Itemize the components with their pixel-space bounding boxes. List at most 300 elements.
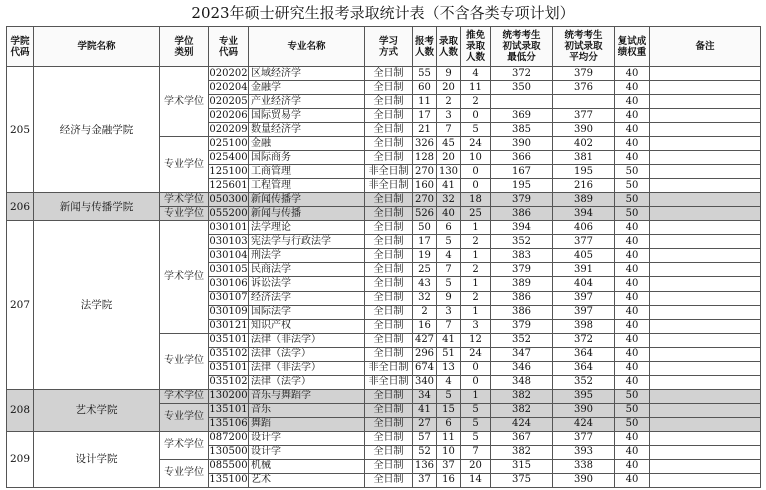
min-score-cell: 372 bbox=[491, 67, 553, 81]
applicants-cell: 55 bbox=[413, 67, 437, 81]
min-score-cell bbox=[491, 95, 553, 109]
avg-score-cell: 389 bbox=[553, 193, 615, 207]
major-name-cell: 法律（法学） bbox=[249, 375, 365, 389]
avg-score-cell: 394 bbox=[553, 207, 615, 221]
remarks-cell bbox=[650, 347, 761, 361]
study-mode-cell: 全日制 bbox=[365, 207, 413, 221]
exempt-admitted-cell: 14 bbox=[461, 473, 491, 487]
header-degree-type: 学位 类别 bbox=[160, 27, 209, 67]
avg-score-cell: 364 bbox=[553, 361, 615, 375]
major-code-cell: 020205 bbox=[209, 95, 249, 109]
applicants-cell: 41 bbox=[413, 403, 437, 417]
remarks-cell bbox=[650, 165, 761, 179]
remarks-cell bbox=[650, 473, 761, 487]
applicants-cell: 326 bbox=[413, 137, 437, 151]
remarks-cell bbox=[650, 81, 761, 95]
avg-score-cell: 377 bbox=[553, 235, 615, 249]
study-mode-cell: 全日制 bbox=[365, 193, 413, 207]
applicants-cell: 17 bbox=[413, 235, 437, 249]
avg-score-cell: 379 bbox=[553, 67, 615, 81]
avg-score-cell: 397 bbox=[553, 305, 615, 319]
retest-weight-cell: 50 bbox=[615, 403, 650, 417]
min-score-cell: 347 bbox=[491, 347, 553, 361]
study-mode-cell: 全日制 bbox=[365, 249, 413, 263]
exempt-admitted-cell: 2 bbox=[461, 95, 491, 109]
min-score-cell: 424 bbox=[491, 417, 553, 431]
admitted-cell: 4 bbox=[437, 249, 461, 263]
retest-weight-cell: 40 bbox=[615, 333, 650, 347]
table-row bbox=[7, 193, 761, 207]
retest-weight-cell: 40 bbox=[615, 319, 650, 333]
table-row bbox=[7, 431, 761, 445]
admitted-cell: 40 bbox=[437, 207, 461, 221]
major-name-cell: 新闻与传播 bbox=[249, 207, 365, 221]
avg-score-cell: 390 bbox=[553, 123, 615, 137]
major-code-cell: 025100 bbox=[209, 137, 249, 151]
retest-weight-cell: 40 bbox=[615, 67, 650, 81]
major-name-cell: 国际贸易学 bbox=[249, 109, 365, 123]
min-score-cell: 366 bbox=[491, 151, 553, 165]
retest-weight-cell: 40 bbox=[615, 151, 650, 165]
min-score-cell: 346 bbox=[491, 361, 553, 375]
major-name-cell: 设计学 bbox=[249, 431, 365, 445]
study-mode-cell: 全日制 bbox=[365, 137, 413, 151]
applicants-cell: 60 bbox=[413, 81, 437, 95]
admitted-cell: 7 bbox=[437, 319, 461, 333]
exempt-admitted-cell: 2 bbox=[461, 291, 491, 305]
min-score-cell: 375 bbox=[491, 473, 553, 487]
college-code-cell: 209 bbox=[7, 431, 34, 487]
header-major-name: 专业名称 bbox=[249, 27, 365, 67]
admitted-cell: 41 bbox=[437, 179, 461, 193]
retest-weight-cell: 40 bbox=[615, 291, 650, 305]
remarks-cell bbox=[650, 403, 761, 417]
admitted-cell: 5 bbox=[437, 235, 461, 249]
avg-score-cell: 405 bbox=[553, 249, 615, 263]
study-mode-cell: 全日制 bbox=[365, 95, 413, 109]
remarks-cell bbox=[650, 445, 761, 459]
retest-weight-cell: 40 bbox=[615, 277, 650, 291]
header-min-score: 统考考生 初试录取 最低分 bbox=[491, 27, 553, 67]
remarks-cell bbox=[650, 151, 761, 165]
exempt-admitted-cell: 0 bbox=[461, 179, 491, 193]
remarks-cell bbox=[650, 459, 761, 473]
major-code-cell: 020204 bbox=[209, 81, 249, 95]
major-code-cell: 087200 bbox=[209, 431, 249, 445]
major-code-cell: 135106 bbox=[209, 417, 249, 431]
remarks-cell bbox=[650, 417, 761, 431]
study-mode-cell: 全日制 bbox=[365, 389, 413, 403]
min-score-cell: 167 bbox=[491, 165, 553, 179]
admitted-cell: 9 bbox=[437, 67, 461, 81]
exempt-admitted-cell: 18 bbox=[461, 193, 491, 207]
min-score-cell: 350 bbox=[491, 81, 553, 95]
admitted-cell: 13 bbox=[437, 361, 461, 375]
degree-type-cell: 专业学位 bbox=[160, 333, 209, 389]
major-code-cell: 035102 bbox=[209, 375, 249, 389]
study-mode-cell: 全日制 bbox=[365, 235, 413, 249]
applicants-cell: 50 bbox=[413, 221, 437, 235]
major-code-cell: 025400 bbox=[209, 151, 249, 165]
applicants-cell: 270 bbox=[413, 165, 437, 179]
exempt-admitted-cell: 2 bbox=[461, 235, 491, 249]
avg-score-cell: 216 bbox=[553, 179, 615, 193]
min-score-cell: 382 bbox=[491, 389, 553, 403]
applicants-cell: 37 bbox=[413, 473, 437, 487]
remarks-cell bbox=[650, 291, 761, 305]
avg-score-cell: 376 bbox=[553, 81, 615, 95]
major-name-cell: 数量经济学 bbox=[249, 123, 365, 137]
exempt-admitted-cell: 24 bbox=[461, 347, 491, 361]
applicants-cell: 57 bbox=[413, 431, 437, 445]
study-mode-cell: 全日制 bbox=[365, 445, 413, 459]
major-name-cell: 舞蹈 bbox=[249, 417, 365, 431]
applicants-cell: 43 bbox=[413, 277, 437, 291]
major-code-cell: 030103 bbox=[209, 235, 249, 249]
header-study-mode: 学习 方式 bbox=[365, 27, 413, 67]
degree-type-cell: 专业学位 bbox=[160, 403, 209, 431]
applicants-cell: 2 bbox=[413, 305, 437, 319]
exempt-admitted-cell: 1 bbox=[461, 277, 491, 291]
major-name-cell: 金融学 bbox=[249, 81, 365, 95]
major-code-cell: 035102 bbox=[209, 347, 249, 361]
retest-weight-cell: 50 bbox=[615, 193, 650, 207]
exempt-admitted-cell: 24 bbox=[461, 137, 491, 151]
major-name-cell: 金融 bbox=[249, 137, 365, 151]
table-row bbox=[7, 67, 761, 81]
major-name-cell: 工程管理 bbox=[249, 179, 365, 193]
exempt-admitted-cell: 20 bbox=[461, 459, 491, 473]
remarks-cell bbox=[650, 333, 761, 347]
applicants-cell: 27 bbox=[413, 417, 437, 431]
avg-score-cell: 364 bbox=[553, 347, 615, 361]
retest-weight-cell: 50 bbox=[615, 207, 650, 221]
admitted-cell: 20 bbox=[437, 151, 461, 165]
major-code-cell: 030105 bbox=[209, 263, 249, 277]
remarks-cell bbox=[650, 361, 761, 375]
avg-score-cell: 393 bbox=[553, 445, 615, 459]
applicants-cell: 136 bbox=[413, 459, 437, 473]
remarks-cell bbox=[650, 389, 761, 403]
header-applicants: 报考 人数 bbox=[413, 27, 437, 67]
major-name-cell: 新闻传播学 bbox=[249, 193, 365, 207]
min-score-cell: 367 bbox=[491, 431, 553, 445]
admitted-cell: 130 bbox=[437, 165, 461, 179]
college-code-cell: 208 bbox=[7, 389, 34, 431]
admitted-cell: 32 bbox=[437, 193, 461, 207]
study-mode-cell: 全日制 bbox=[365, 431, 413, 445]
avg-score-cell: 338 bbox=[553, 459, 615, 473]
header-avg-score: 统考考生 初试录取 平均分 bbox=[553, 27, 615, 67]
study-mode-cell: 全日制 bbox=[365, 403, 413, 417]
retest-weight-cell: 40 bbox=[615, 249, 650, 263]
major-code-cell: 020206 bbox=[209, 109, 249, 123]
retest-weight-cell: 40 bbox=[615, 235, 650, 249]
major-name-cell: 产业经济学 bbox=[249, 95, 365, 109]
study-mode-cell: 全日制 bbox=[365, 291, 413, 305]
header-remarks: 备注 bbox=[650, 27, 761, 67]
remarks-cell bbox=[650, 137, 761, 151]
remarks-cell bbox=[650, 207, 761, 221]
study-mode-cell: 全日制 bbox=[365, 263, 413, 277]
major-name-cell: 国际商务 bbox=[249, 151, 365, 165]
exempt-admitted-cell: 10 bbox=[461, 151, 491, 165]
avg-score-cell: 381 bbox=[553, 151, 615, 165]
avg-score-cell bbox=[553, 95, 615, 109]
header-major-code: 专业 代码 bbox=[209, 27, 249, 67]
admitted-cell: 3 bbox=[437, 305, 461, 319]
min-score-cell: 386 bbox=[491, 305, 553, 319]
study-mode-cell: 全日制 bbox=[365, 459, 413, 473]
degree-type-cell: 专业学位 bbox=[160, 207, 209, 221]
major-name-cell: 诉讼法学 bbox=[249, 277, 365, 291]
remarks-cell bbox=[650, 431, 761, 445]
remarks-cell bbox=[650, 319, 761, 333]
study-mode-cell: 全日制 bbox=[365, 151, 413, 165]
retest-weight-cell: 40 bbox=[615, 375, 650, 389]
major-code-cell: 030101 bbox=[209, 221, 249, 235]
admitted-cell: 7 bbox=[437, 263, 461, 277]
exempt-admitted-cell: 2 bbox=[461, 263, 491, 277]
admitted-cell: 37 bbox=[437, 459, 461, 473]
major-code-cell: 035101 bbox=[209, 361, 249, 375]
retest-weight-cell: 40 bbox=[615, 81, 650, 95]
exempt-admitted-cell: 12 bbox=[461, 333, 491, 347]
major-name-cell: 机械 bbox=[249, 459, 365, 473]
min-score-cell: 382 bbox=[491, 403, 553, 417]
exempt-admitted-cell: 25 bbox=[461, 207, 491, 221]
major-name-cell: 国际法学 bbox=[249, 305, 365, 319]
table-row bbox=[7, 221, 761, 235]
major-code-cell: 135100 bbox=[209, 473, 249, 487]
avg-score-cell: 398 bbox=[553, 319, 615, 333]
major-code-cell: 030109 bbox=[209, 305, 249, 319]
retest-weight-cell: 40 bbox=[615, 263, 650, 277]
college-code-cell: 206 bbox=[7, 193, 34, 221]
min-score-cell: 394 bbox=[491, 221, 553, 235]
exempt-admitted-cell: 0 bbox=[461, 165, 491, 179]
study-mode-cell: 全日制 bbox=[365, 417, 413, 431]
min-score-cell: 352 bbox=[491, 333, 553, 347]
remarks-cell bbox=[650, 95, 761, 109]
admitted-cell: 5 bbox=[437, 389, 461, 403]
major-name-cell: 艺术 bbox=[249, 473, 365, 487]
exempt-admitted-cell: 1 bbox=[461, 249, 491, 263]
retest-weight-cell: 40 bbox=[615, 109, 650, 123]
major-name-cell: 宪法学与行政法学 bbox=[249, 235, 365, 249]
degree-type-cell: 学术学位 bbox=[160, 221, 209, 333]
applicants-cell: 526 bbox=[413, 207, 437, 221]
header-college-code: 学院 代码 bbox=[7, 27, 34, 67]
remarks-cell bbox=[650, 263, 761, 277]
retest-weight-cell: 40 bbox=[615, 431, 650, 445]
applicants-cell: 32 bbox=[413, 291, 437, 305]
study-mode-cell: 全日制 bbox=[365, 277, 413, 291]
degree-type-cell: 学术学位 bbox=[160, 389, 209, 403]
applicants-cell: 16 bbox=[413, 319, 437, 333]
avg-score-cell: 404 bbox=[553, 277, 615, 291]
study-mode-cell: 全日制 bbox=[365, 81, 413, 95]
exempt-admitted-cell: 3 bbox=[461, 319, 491, 333]
study-mode-cell: 非全日制 bbox=[365, 375, 413, 389]
min-score-cell: 389 bbox=[491, 277, 553, 291]
study-mode-cell: 全日制 bbox=[365, 67, 413, 81]
exempt-admitted-cell: 5 bbox=[461, 403, 491, 417]
exempt-admitted-cell: 5 bbox=[461, 123, 491, 137]
major-code-cell: 125601 bbox=[209, 179, 249, 193]
retest-weight-cell: 40 bbox=[615, 347, 650, 361]
major-name-cell: 法律（非法学） bbox=[249, 333, 365, 347]
admitted-cell: 2 bbox=[437, 95, 461, 109]
admitted-cell: 6 bbox=[437, 417, 461, 431]
header-exempt-admitted: 推免 录取 人数 bbox=[461, 27, 491, 67]
major-name-cell: 知识产权 bbox=[249, 319, 365, 333]
exempt-admitted-cell: 11 bbox=[461, 81, 491, 95]
admitted-cell: 3 bbox=[437, 109, 461, 123]
retest-weight-cell: 50 bbox=[615, 417, 650, 431]
study-mode-cell: 全日制 bbox=[365, 221, 413, 235]
min-score-cell: 385 bbox=[491, 123, 553, 137]
exempt-admitted-cell: 1 bbox=[461, 221, 491, 235]
applicants-cell: 17 bbox=[413, 109, 437, 123]
avg-score-cell: 390 bbox=[553, 403, 615, 417]
min-score-cell: 383 bbox=[491, 249, 553, 263]
college-code-cell: 205 bbox=[7, 67, 34, 193]
header-college-name: 学院名称 bbox=[34, 27, 160, 67]
major-code-cell: 030121 bbox=[209, 319, 249, 333]
retest-weight-cell: 50 bbox=[615, 179, 650, 193]
major-code-cell: 030104 bbox=[209, 249, 249, 263]
admitted-cell: 16 bbox=[437, 473, 461, 487]
remarks-cell bbox=[650, 193, 761, 207]
avg-score-cell: 391 bbox=[553, 263, 615, 277]
remarks-cell bbox=[650, 67, 761, 81]
major-code-cell: 085500 bbox=[209, 459, 249, 473]
study-mode-cell: 非全日制 bbox=[365, 361, 413, 375]
applicants-cell: 340 bbox=[413, 375, 437, 389]
header-admitted: 录取 人数 bbox=[437, 27, 461, 67]
applicants-cell: 270 bbox=[413, 193, 437, 207]
remarks-cell bbox=[650, 235, 761, 249]
header-retest-weight: 复试成 绩权重 bbox=[615, 27, 650, 67]
admitted-cell: 5 bbox=[437, 277, 461, 291]
admitted-cell: 9 bbox=[437, 291, 461, 305]
retest-weight-cell: 40 bbox=[615, 459, 650, 473]
avg-score-cell: 390 bbox=[553, 473, 615, 487]
college-name-cell: 经济与金融学院 bbox=[34, 67, 160, 193]
major-name-cell: 音乐与舞蹈学 bbox=[249, 389, 365, 403]
remarks-cell bbox=[650, 179, 761, 193]
min-score-cell: 379 bbox=[491, 319, 553, 333]
applicants-cell: 19 bbox=[413, 249, 437, 263]
major-code-cell: 125100 bbox=[209, 165, 249, 179]
college-name-cell: 新闻与传播学院 bbox=[34, 193, 160, 221]
applicants-cell: 427 bbox=[413, 333, 437, 347]
retest-weight-cell: 50 bbox=[615, 165, 650, 179]
admitted-cell: 10 bbox=[437, 445, 461, 459]
min-score-cell: 390 bbox=[491, 137, 553, 151]
remarks-cell bbox=[650, 221, 761, 235]
retest-weight-cell: 40 bbox=[615, 305, 650, 319]
major-name-cell: 法律（非法学） bbox=[249, 361, 365, 375]
avg-score-cell: 395 bbox=[553, 389, 615, 403]
college-name-cell: 设计学院 bbox=[34, 431, 160, 487]
retest-weight-cell: 40 bbox=[615, 123, 650, 137]
admitted-cell: 11 bbox=[437, 431, 461, 445]
retest-weight-cell: 40 bbox=[615, 137, 650, 151]
min-score-cell: 379 bbox=[491, 193, 553, 207]
college-name-cell: 艺术学院 bbox=[34, 389, 160, 431]
admitted-cell: 51 bbox=[437, 347, 461, 361]
remarks-cell bbox=[650, 109, 761, 123]
college-code-cell: 207 bbox=[7, 221, 34, 389]
admitted-cell: 4 bbox=[437, 375, 461, 389]
major-code-cell: 130200 bbox=[209, 389, 249, 403]
remarks-cell bbox=[650, 249, 761, 263]
exempt-admitted-cell: 5 bbox=[461, 417, 491, 431]
major-name-cell: 法律（法学） bbox=[249, 347, 365, 361]
avg-score-cell: 397 bbox=[553, 291, 615, 305]
major-code-cell: 030106 bbox=[209, 277, 249, 291]
applicants-cell: 11 bbox=[413, 95, 437, 109]
min-score-cell: 386 bbox=[491, 291, 553, 305]
exempt-admitted-cell: 1 bbox=[461, 305, 491, 319]
applicants-cell: 296 bbox=[413, 347, 437, 361]
degree-type-cell: 学术学位 bbox=[160, 193, 209, 207]
admitted-cell: 45 bbox=[437, 137, 461, 151]
min-score-cell: 382 bbox=[491, 445, 553, 459]
study-mode-cell: 非全日制 bbox=[365, 179, 413, 193]
exempt-admitted-cell: 4 bbox=[461, 67, 491, 81]
retest-weight-cell: 40 bbox=[615, 221, 650, 235]
table-row bbox=[7, 389, 761, 403]
header-row bbox=[7, 27, 761, 67]
study-mode-cell: 全日制 bbox=[365, 333, 413, 347]
study-mode-cell: 全日制 bbox=[365, 319, 413, 333]
retest-weight-cell: 50 bbox=[615, 389, 650, 403]
admission-table bbox=[6, 26, 761, 488]
applicants-cell: 34 bbox=[413, 389, 437, 403]
major-code-cell: 030107 bbox=[209, 291, 249, 305]
admitted-cell: 7 bbox=[437, 123, 461, 137]
study-mode-cell: 全日制 bbox=[365, 123, 413, 137]
min-score-cell: 386 bbox=[491, 207, 553, 221]
study-mode-cell: 全日制 bbox=[365, 305, 413, 319]
min-score-cell: 379 bbox=[491, 263, 553, 277]
remarks-cell bbox=[650, 123, 761, 137]
avg-score-cell: 402 bbox=[553, 137, 615, 151]
admitted-cell: 6 bbox=[437, 221, 461, 235]
remarks-cell bbox=[650, 375, 761, 389]
study-mode-cell: 全日制 bbox=[365, 109, 413, 123]
avg-score-cell: 377 bbox=[553, 109, 615, 123]
major-name-cell: 区域经济学 bbox=[249, 67, 365, 81]
exempt-admitted-cell: 0 bbox=[461, 361, 491, 375]
admitted-cell: 20 bbox=[437, 81, 461, 95]
major-code-cell: 020202 bbox=[209, 67, 249, 81]
college-name-cell: 法学院 bbox=[34, 221, 160, 389]
retest-weight-cell: 40 bbox=[615, 95, 650, 109]
major-name-cell: 法学理论 bbox=[249, 221, 365, 235]
applicants-cell: 52 bbox=[413, 445, 437, 459]
avg-score-cell: 352 bbox=[553, 375, 615, 389]
admitted-cell: 15 bbox=[437, 403, 461, 417]
admitted-cell: 41 bbox=[437, 333, 461, 347]
degree-type-cell: 专业学位 bbox=[160, 459, 209, 487]
avg-score-cell: 195 bbox=[553, 165, 615, 179]
major-name-cell: 刑法学 bbox=[249, 249, 365, 263]
page-title: 2023年硕士研究生报考录取统计表（不含各类专项计划） bbox=[191, 4, 575, 22]
